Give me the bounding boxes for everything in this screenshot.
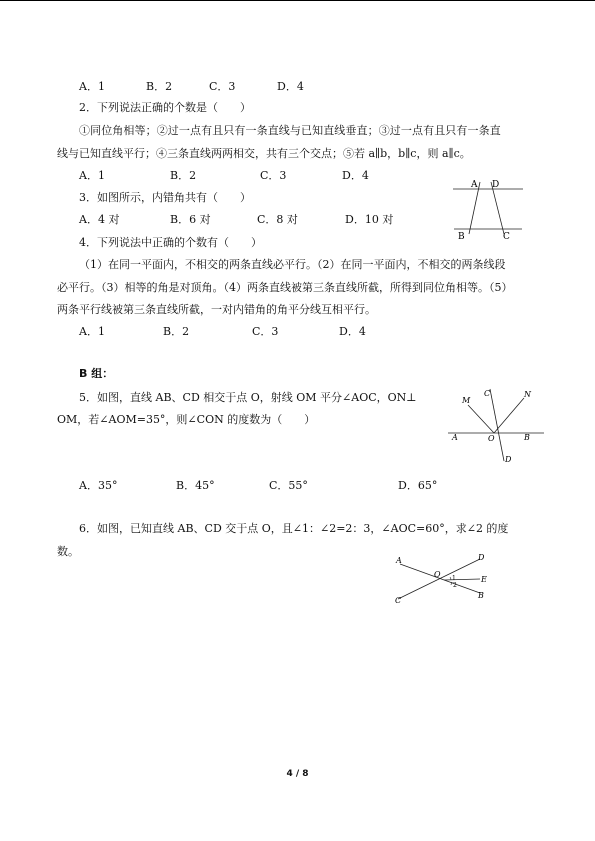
q3-option-a: A．4 对 <box>79 213 120 226</box>
q5-label-n: N <box>524 390 531 399</box>
q6-label-angle2: 2 <box>453 582 457 589</box>
q6-label-a: A <box>396 556 402 565</box>
q5-option-a: A．35° <box>79 479 118 492</box>
group-b-heading: B 组： <box>79 367 114 380</box>
q5-text-line2: OM，若∠AOM=35°，则∠CON 的度数为（ ） <box>57 413 316 426</box>
q4-stem: 4．下列说法中正确的个数有（ ） <box>79 236 262 249</box>
q5-angle-figure <box>446 383 546 466</box>
q5-label-o: O <box>488 434 495 443</box>
q6-text-line1: 6．如图，已知直线 AB、CD 交于点 O，且∠1：∠2=2：3，∠AOC=60°，求∠2 的度 <box>79 522 509 535</box>
q5-option-b: B．45° <box>176 479 215 492</box>
q4-option-a: A．1 <box>79 325 105 338</box>
q6-label-c: C <box>395 596 402 605</box>
q2-text-line2: 线与已知直线平行；④三条直线两两相交，共有三个交点；⑤若 a∥b，b∥c，则 a∥c。 <box>57 147 471 160</box>
q2-option-b: B．2 <box>170 169 197 182</box>
q5-label-c: C <box>484 389 491 398</box>
q4-text-line2: 必平行。（3）相等的角是对顶角。（4）两条直线被第三条直线所截，所得到同位角相等。（5） <box>57 281 513 294</box>
page-top-border <box>0 0 595 1</box>
q6-label-d: D <box>478 553 485 562</box>
q2-stem: 2．下列说法正确的个数是（ ） <box>79 101 251 114</box>
q6-angle-figure <box>388 551 498 606</box>
q1-option-b: B．2 <box>146 80 173 93</box>
q6-label-o: O <box>434 570 441 579</box>
q3-label-c: C <box>503 232 510 242</box>
q1-option-d: D．4 <box>277 80 304 93</box>
q6-label-b: B <box>478 591 484 600</box>
q5-label-m: M <box>462 396 471 405</box>
q3-option-b: B．6 对 <box>170 213 211 226</box>
q4-text-line3: 两条平行线被第三条直线所截，一对内错角的角平分线互相平行。 <box>57 303 376 316</box>
q4-text-line1: （1）在同一平面内，不相交的两条直线必平行。（2）在同一平面内，不相交的两条线段 <box>79 258 506 271</box>
q6-label-e: E <box>481 575 487 584</box>
q3-option-c: C．8 对 <box>257 213 298 226</box>
q5-label-b: B <box>524 433 530 442</box>
q5-label-a: A <box>452 433 458 442</box>
page-number: 4 / 8 <box>286 769 309 779</box>
q2-option-c: C．3 <box>260 169 287 182</box>
q6-text-line2: 数。 <box>57 545 79 558</box>
q1-option-a: A．1 <box>79 80 105 93</box>
q5-label-d: D <box>505 455 512 464</box>
q2-option-a: A．1 <box>79 169 105 182</box>
q3-label-d: D <box>492 180 500 190</box>
q1-option-c: C．3 <box>209 80 236 93</box>
q2-option-d: D．4 <box>342 169 369 182</box>
q4-option-c: C．3 <box>252 325 279 338</box>
q5-option-d: D．65° <box>398 479 438 492</box>
q3-trapezoid-figure <box>448 174 528 244</box>
q4-option-d: D．4 <box>339 325 366 338</box>
q6-label-angle1: 1 <box>452 575 456 582</box>
q4-option-b: B．2 <box>163 325 190 338</box>
q3-label-a: A <box>471 180 478 190</box>
q5-text-line1: 5．如图，直线 AB、CD 相交于点 O，射线 OM 平分∠AOC，ON⊥ <box>79 391 417 404</box>
q3-stem: 3．如图所示，内错角共有（ ） <box>79 191 251 204</box>
q3-label-b: B <box>458 232 465 242</box>
q3-option-d: D．10 对 <box>345 213 394 226</box>
q5-option-c: C．55° <box>269 479 308 492</box>
q2-text-line1: ①同位角相等；②过一点有且只有一条直线与已知直线垂直；③过一点有且只有一条直 <box>79 124 501 137</box>
